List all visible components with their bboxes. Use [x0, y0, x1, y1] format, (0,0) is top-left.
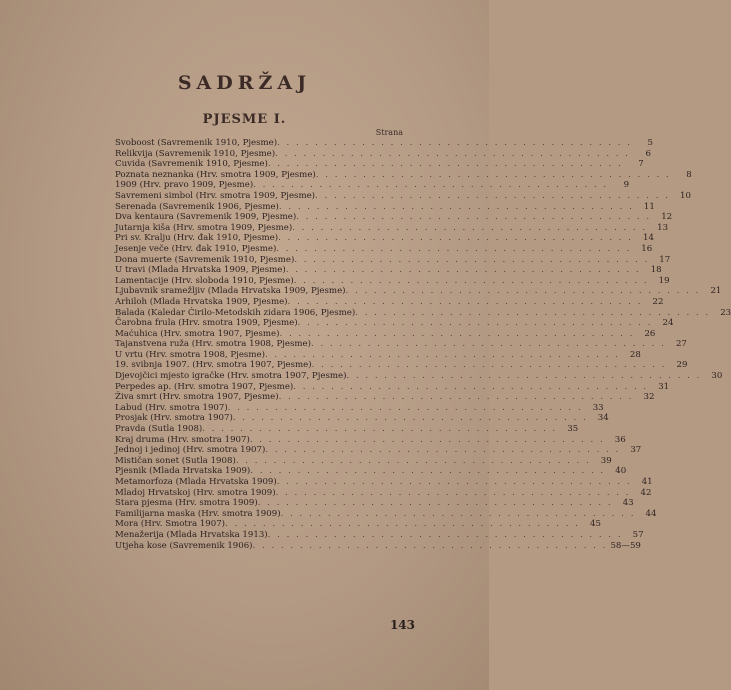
toc-entry-page: 21	[710, 286, 722, 297]
toc-entry-page: 24	[662, 318, 674, 329]
toc-entry-page: 44	[645, 508, 657, 519]
toc-entry-page: 6	[645, 148, 652, 159]
toc-entry-title: Dva kentaura (Savremenik 1909, Pjesme)	[115, 212, 297, 223]
toc-entry-page: 8	[686, 169, 692, 180]
toc-entry-title: Perpedes ap. (Hrv. smotra 1907, Pjesme)	[115, 381, 294, 392]
toc-entry	[115, 286, 722, 297]
toc-entry-page: 40	[615, 466, 627, 477]
dot-leader	[228, 403, 583, 414]
toc-entry-page: 16	[641, 243, 653, 254]
dot-leader	[298, 318, 653, 329]
toc-entry	[115, 402, 604, 414]
toc-entry-title: Maćuhica (Hrv. smotra 1907, Pjesme)	[115, 328, 280, 339]
toc-entry	[115, 540, 641, 552]
toc-entry-title: Balada (Kaledar Ćirilo-Metodskih zidara 1906, Pjesme)	[115, 307, 356, 318]
toc-entry-title: Jutarnja kiša (Hrv. smotra 1909, Pjesme)	[115, 222, 293, 233]
toc-entry-page: 33	[592, 402, 604, 413]
toc-entry-page: 34	[597, 413, 609, 424]
toc-entry-title: Pravda (Sutla 1908)	[115, 424, 203, 435]
section-heading: PJESME I.	[202, 112, 287, 127]
toc-entry-page: 27	[675, 339, 687, 350]
toc-entry	[115, 318, 674, 329]
toc-entry	[115, 138, 653, 149]
toc-entry-page: 18	[650, 265, 662, 276]
dot-leader	[265, 350, 620, 361]
dot-leader	[253, 541, 608, 552]
dot-leader	[275, 149, 630, 160]
toc-entry	[115, 392, 655, 403]
toc-entry-page: 39	[600, 455, 612, 466]
toc-entry	[115, 529, 644, 541]
toc-entry-page: 57	[632, 529, 644, 540]
toc-entry-title: Svoboost (Savremenik 1910, Pjesme)	[115, 138, 278, 148]
toc-entry-page: 19	[658, 275, 670, 286]
toc-entry-title: 1909 (Hrv. pravo 1909, Pjesme)	[115, 180, 254, 191]
dot-leader	[258, 498, 613, 509]
toc-entry-title: Cuvida (Savremenik 1910, Pjesme)	[115, 159, 268, 170]
toc-entry-title: Serenada (Savremenik 1906, Pjesme)	[115, 201, 279, 212]
dot-leader	[276, 244, 631, 255]
toc-entry-title: Utjeha kose (Savremenik 1906)	[115, 540, 253, 551]
page-number: 143	[389, 618, 415, 632]
toc-entry-page: 30	[711, 371, 723, 382]
toc-entry-title: Prosjak (Hrv. smotra 1907)	[115, 413, 233, 424]
dot-leader	[233, 413, 588, 424]
toc-entry-title: U travi (Mlada Hrvatska 1909, Pjesme)	[115, 265, 286, 276]
toc-entry-page: 10	[680, 190, 691, 201]
toc-entry-title: Pjesnik (Mlada Hrvatska 1909)	[115, 466, 251, 477]
toc-entry-page: 36	[614, 434, 626, 445]
dot-leader	[268, 530, 623, 541]
toc-entry	[115, 169, 692, 181]
toc-entry-page: 28	[629, 349, 641, 360]
dot-leader	[315, 191, 670, 202]
toc-entry-page: 42	[640, 487, 652, 498]
toc-entry-page: 31	[658, 381, 670, 392]
toc-entry	[115, 222, 669, 234]
dot-leader	[202, 424, 557, 435]
toc-entry	[115, 424, 579, 435]
dot-leader	[346, 371, 701, 382]
toc-entry-page: 12	[661, 212, 673, 223]
toc-entry-title: 19. svibnja 1907. (Hrv. smotra 1907, Pjesme)	[115, 360, 312, 371]
dot-leader	[281, 509, 636, 520]
toc-entry	[115, 265, 662, 276]
toc-entry	[115, 498, 634, 509]
dot-leader	[311, 339, 666, 350]
toc-entry	[115, 455, 612, 467]
toc-entry	[115, 434, 626, 446]
page-column-header: Strana	[375, 128, 403, 137]
dot-leader	[296, 212, 651, 223]
toc-entry	[115, 477, 653, 488]
dot-leader	[250, 435, 605, 446]
dot-leader	[225, 519, 580, 530]
dot-leader	[279, 392, 634, 403]
toc-entry	[115, 360, 688, 371]
toc-entry	[115, 190, 691, 202]
toc-entry-title: Jesenje veče (Hrv. đak 1910, Pjesme)	[115, 243, 277, 254]
toc-entry-page: 43	[622, 498, 634, 509]
toc-entry	[115, 148, 652, 160]
dot-leader	[355, 308, 710, 319]
toc-entry-title: Poznata neznanka (Hrv. smotra 1909, Pjesme)	[115, 169, 316, 180]
toc-entry	[115, 275, 670, 287]
toc-entry	[115, 180, 630, 191]
toc-entry-title: Tajanstvena ruža (Hrv. smotra 1908, Pjesme)	[115, 339, 311, 350]
toc-entry-page: 35	[567, 424, 579, 435]
toc-entry	[115, 519, 601, 530]
toc-entry-page: 37	[630, 445, 642, 456]
toc-entry-title: Mora (Hrv. Smotra 1907)	[115, 519, 226, 530]
dot-leader	[250, 466, 605, 477]
dot-leader	[286, 265, 641, 276]
toc-entry-page: 23	[720, 307, 731, 318]
toc-entry-page: 22	[652, 296, 664, 307]
toc-entry	[115, 508, 657, 520]
toc-entry-title: Čarobna frula (Hrv. smotra 1909, Pjesme)	[115, 318, 298, 329]
toc-entry	[115, 487, 652, 499]
toc-entry-page: 14	[643, 233, 654, 244]
toc-entry-page: 26	[644, 328, 656, 339]
toc-entry-title: Mističan sonet (Sutla 1908)	[115, 455, 236, 466]
toc-entry-title: Metamorfoza (Mlada Hrvatska 1909)	[115, 477, 277, 487]
toc-entry-page: 45	[590, 519, 601, 530]
toc-entry-page: 5	[647, 138, 653, 148]
toc-entry-page: 13	[657, 222, 669, 233]
toc-entry	[115, 159, 644, 170]
toc-entry-title: Ljubavnik sramežljiv (Mlada Hrvatska 1909, Pjesme)	[115, 286, 346, 297]
dot-leader	[279, 202, 634, 213]
toc-entry-title: Familijarna maska (Hrv. smotra 1909)	[115, 508, 281, 519]
toc-entry	[115, 413, 609, 424]
toc-entry	[115, 349, 641, 361]
dot-leader	[294, 276, 649, 287]
toc-entry	[115, 212, 673, 223]
page-title: SADRŽAJ	[177, 72, 312, 94]
toc-entry	[115, 466, 627, 477]
toc-entry-title: Jednoj i jedinoj (Hrv. smotra 1907)	[115, 445, 266, 456]
toc-entry-title: Relikvija (Savremenik 1910, Pjesme)	[115, 148, 276, 159]
toc-entry-title: Labud (Hrv. smotra 1907)	[115, 402, 228, 413]
toc-entry-page: 9	[623, 180, 630, 191]
toc-entry-title: Djevojčici mjesto igračke (Hrv. smotra 1907, Pjesme)	[115, 371, 347, 382]
toc-entry-title: Arhiloh (Mlada Hrvatska 1909, Pjesme)	[115, 296, 288, 307]
toc-entry-title: Savremeni simbol (Hrv. smotra 1909, Pjesme)	[115, 190, 316, 201]
toc-entry-title: Živa smrt (Hrv. smotra 1907, Pjesme)	[115, 392, 279, 403]
dot-leader	[316, 170, 671, 181]
toc-entry-page: 29	[676, 360, 688, 371]
toc-entry-title: U vrtu (Hrv. smotra 1908, Pjesme)	[115, 349, 265, 360]
toc-entry	[115, 381, 670, 393]
dot-leader	[236, 456, 591, 467]
dot-leader	[276, 488, 631, 499]
toc-entry-title: Dona muerte (Savremenik 1910, Pjesme)	[115, 254, 295, 265]
table-of-contents	[115, 138, 731, 551]
dot-leader	[265, 445, 620, 456]
toc-entry-title: Pri sv. Kralju (Hrv. đak 1910, Pjesme)	[115, 233, 279, 244]
toc-entry-title: Mladoj Hrvatskoj (Hrv. smotra 1909)	[115, 487, 276, 498]
toc-entry	[115, 243, 653, 255]
toc-entry-title: Lamentacije (Hrv. sloboda 1910, Pjesme)	[115, 275, 294, 286]
toc-entry	[115, 445, 642, 456]
toc-entry	[115, 296, 664, 308]
toc-entry	[115, 339, 687, 350]
dot-leader	[288, 297, 643, 308]
dot-leader	[346, 286, 701, 297]
dot-leader	[278, 233, 633, 244]
dot-leader	[268, 159, 623, 170]
toc-entry-page: 17	[659, 254, 671, 265]
toc-entry	[115, 307, 731, 319]
toc-entry	[115, 371, 723, 382]
toc-entry	[115, 201, 655, 213]
toc-entry	[115, 254, 671, 266]
dot-leader	[277, 138, 632, 149]
toc-entry	[115, 233, 654, 244]
dot-leader	[292, 223, 647, 234]
dot-leader	[277, 477, 632, 488]
toc-entry-page: 58—59	[610, 540, 641, 551]
toc-entry-title: Stara pjesma (Hrv. smotra 1909)	[115, 498, 258, 509]
toc-entry-page: 32	[643, 392, 655, 403]
dot-leader	[253, 180, 608, 191]
toc-entry-page: 7	[638, 159, 644, 170]
toc-entry-title: Menažerija (Mlada Hrvatska 1913)	[115, 529, 268, 540]
toc-entry-page: 41	[641, 477, 653, 487]
dot-leader	[293, 382, 648, 393]
dot-leader	[280, 329, 635, 340]
dot-leader	[294, 255, 649, 266]
toc-entry-title: Kraj druma (Hrv. smotra 1907)	[115, 434, 250, 445]
dot-leader	[312, 360, 667, 371]
toc-entry-page: 11	[643, 201, 655, 212]
toc-entry	[115, 328, 656, 340]
